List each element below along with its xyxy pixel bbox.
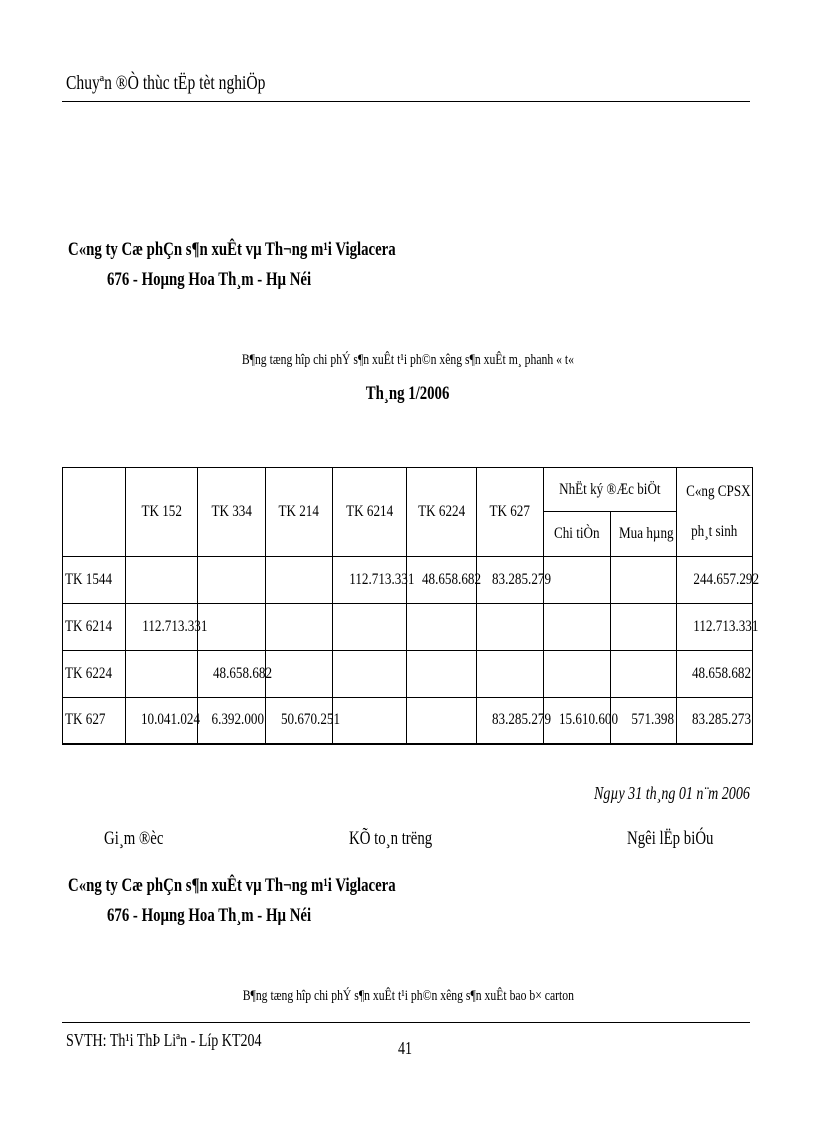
cell-tk627 — [477, 651, 544, 698]
page-header: Chuyªn ®Ò thùc tËp tèt nghiÖp — [66, 72, 266, 94]
cell-tk6214 — [333, 698, 407, 744]
cell-tk6214 — [333, 604, 407, 651]
cell-tk334 — [198, 604, 266, 651]
cell-spent — [544, 604, 611, 651]
cell-purchase — [611, 651, 677, 698]
cell-tk214 — [266, 651, 333, 698]
cell-tk6224 — [407, 651, 477, 698]
company-address: 676 - Hoµng Hoa Th¸m - Hµ Néi — [107, 269, 312, 290]
cell-tk627: 83.285.279 — [477, 698, 544, 744]
cell-tk152: 10.041.024 — [126, 698, 198, 744]
row-label: TK 6224 — [63, 651, 126, 698]
header-purchase: Mua hµng — [611, 512, 677, 557]
footer-rule — [62, 1022, 750, 1023]
company-address-2: 676 - Hoµng Hoa Th¸m - Hµ Néi — [107, 905, 312, 926]
header-tk214: TK 214 — [266, 468, 333, 557]
company-name: C«ng ty Cæ phÇn s¶n xuÊt vµ Th¬ng m¹i Viglacera — [68, 239, 396, 260]
report-period: Th¸ng 1/2006 — [366, 383, 450, 404]
table-row — [63, 651, 753, 698]
report-title: B¶ng tæng hîp chi phÝ s¶n xuÊt t¹i ph©n xêng s¶n xuÊt m¸ phanh « t« — [241, 352, 575, 368]
cell-purchase — [611, 604, 677, 651]
cell-tk334 — [198, 557, 266, 604]
cell-spent — [544, 557, 611, 604]
signature-chief-accountant: KÕ to¸n trëng — [349, 828, 433, 849]
header-blank — [63, 468, 126, 557]
header-spent: Chi tiÒn — [544, 512, 611, 557]
signature-director: Gi¸m ®èc — [104, 828, 164, 849]
cell-tk214 — [266, 604, 333, 651]
header-journal: NhËt ký ®Æc biÖt — [544, 468, 677, 512]
table-row — [63, 698, 753, 744]
cell-total: 112.713.331 — [677, 604, 753, 651]
cell-tk334: 6.392.000 — [198, 698, 266, 744]
table-row — [63, 557, 753, 604]
cell-tk6224 — [407, 698, 477, 744]
report-date: Ngµy 31 th¸ng 01 n¨m 2006 — [594, 783, 750, 803]
header-tk6214: TK 6214 — [333, 468, 407, 557]
header-tk6224: TK 6224 — [407, 468, 477, 557]
cell-tk152 — [126, 651, 198, 698]
cell-tk6214 — [333, 651, 407, 698]
cell-spent — [544, 651, 611, 698]
cell-spent: 15.610.600 — [544, 698, 611, 744]
cell-tk627 — [477, 604, 544, 651]
cell-tk6224: 48.658.682 — [407, 557, 477, 604]
row-label: TK 627 — [63, 698, 126, 744]
cell-tk152: 112.713.331 — [126, 604, 198, 651]
page-number: 41 — [398, 1038, 413, 1058]
signature-preparer: Ngêi lËp biÓu — [627, 828, 714, 849]
cell-total: 48.658.682 — [677, 651, 753, 698]
table-row — [63, 604, 753, 651]
cell-tk6214: 112.713.331 — [333, 557, 407, 604]
header-tk627: TK 627 — [477, 468, 544, 557]
cell-total: 83.285.273 — [677, 698, 753, 744]
company-name-2: C«ng ty Cæ phÇn s¶n xuÊt vµ Th¬ng m¹i Viglacera — [68, 875, 396, 896]
cell-tk214 — [266, 557, 333, 604]
cell-total: 244.657.292 — [677, 557, 753, 604]
header-rule — [62, 101, 750, 102]
cell-tk6224 — [407, 604, 477, 651]
cell-tk627: 83.285.279 — [477, 557, 544, 604]
cell-purchase — [611, 557, 677, 604]
header-total: C«ng CPSX ph¸t sinh — [677, 468, 753, 557]
row-label: TK 6214 — [63, 604, 126, 651]
footer-author: SVTH: Th¹i ThÞ Liªn - Líp KT204 — [66, 1030, 262, 1050]
header-tk152: TK 152 — [126, 468, 198, 557]
cell-tk334: 48.658.682 — [198, 651, 266, 698]
header-tk334: TK 334 — [198, 468, 266, 557]
cost-summary-table — [62, 467, 760, 745]
cell-tk214: 50.670.251 — [266, 698, 333, 744]
cell-purchase: 571.398 — [611, 698, 677, 744]
row-label: TK 1544 — [63, 557, 126, 604]
cell-tk152 — [126, 557, 198, 604]
report-title-2: B¶ng tæng hîp chi phÝ s¶n xuÊt t¹i ph©n xêng s¶n xuÊt bao b× carton — [242, 988, 574, 1004]
